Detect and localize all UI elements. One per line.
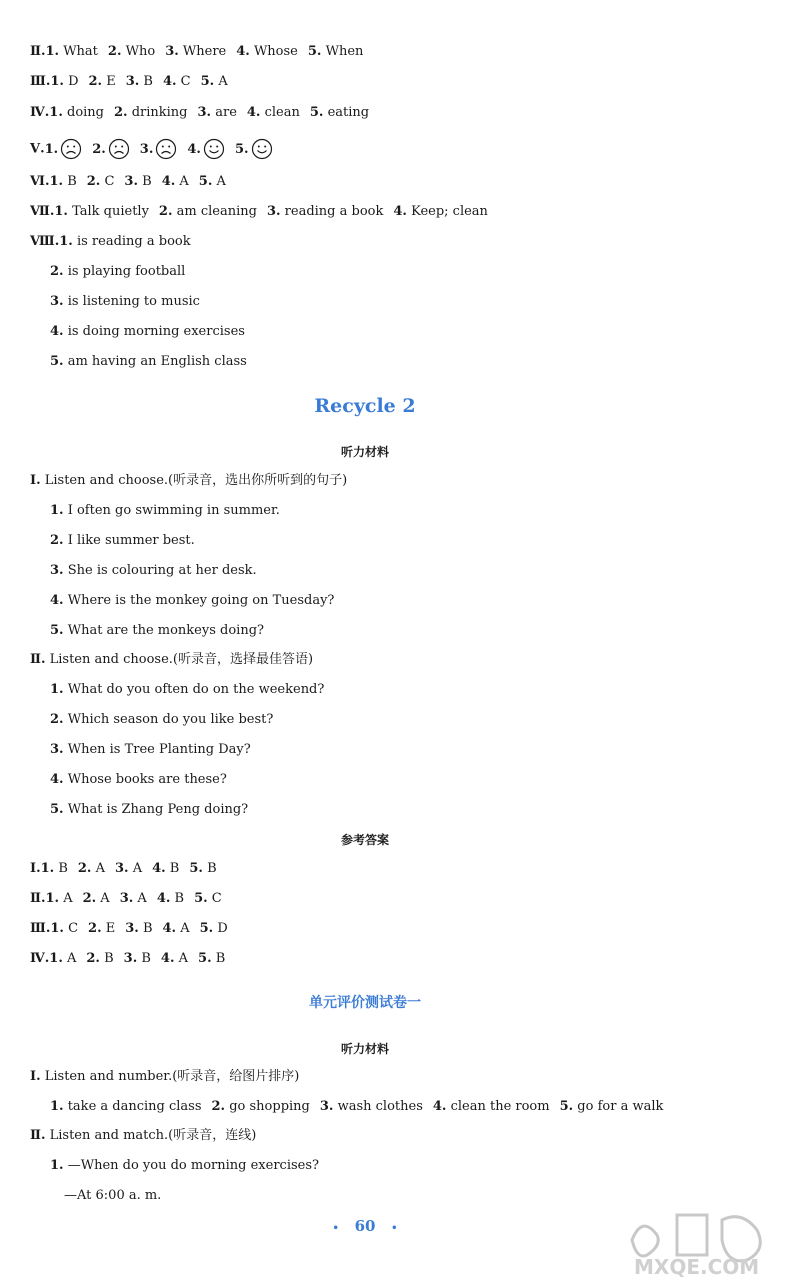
answer-item [247,105,300,120]
list-item [50,742,251,757]
roman-label: Ⅰ. [30,861,41,876]
item-number: 1. [54,204,68,219]
item-number: 3. [124,174,138,189]
watermark [622,1200,792,1280]
recycle2-I-1 [50,502,280,520]
item-number: 1. [40,861,55,876]
unit-test-title: 单元评价测试卷一 [309,995,421,1011]
answer-row-VII [30,203,498,221]
item-number: 3. [319,1099,334,1114]
list-item [50,354,247,369]
item-text: clean [260,105,300,120]
roman-label: Ⅲ. [30,74,51,89]
list-item [50,1099,202,1114]
answer-item [201,74,228,89]
answer-item [41,861,68,876]
item-text: I like summer best. [63,533,195,548]
item-number: 5. [50,623,64,638]
item-number: 3. [119,891,134,906]
unit-test-listening-heading: 听力材料 [340,1042,389,1056]
item-text: reading a book [280,204,384,219]
item-text: Keep; clean [406,204,488,219]
item-text: A [175,174,189,189]
list-item [433,1099,550,1114]
item-text: B [63,174,77,189]
item-number: 3. [50,563,64,578]
list-item [560,1099,664,1114]
item-text: A [96,891,110,906]
answer-item [50,921,78,936]
item-text: is playing football [63,264,186,279]
item-text: take a dancing class [63,1099,202,1114]
item-text: C [100,174,115,189]
answer-item [83,891,110,906]
roman-label: Ⅰ. [30,1069,41,1084]
list-item [50,802,248,817]
item-text: When is Tree Planting Day? [63,742,251,757]
answer-item [88,921,115,936]
item-text: What do you often do on the weekend? [63,682,325,697]
answer-row-III [30,73,238,91]
answer-item [159,204,257,219]
item-text: Talk quietly [67,204,149,219]
list-item [50,623,264,638]
item-text: What is Zhang Peng doing? [63,802,249,817]
item-number: 1. [45,44,60,59]
recycle2-I-4 [50,592,334,610]
recycle2-II-2 [50,711,273,729]
item-number: 4. [432,1099,447,1114]
answer-item [54,204,149,219]
recycle2-I-instruction [30,472,347,490]
item-text: B [165,861,180,876]
unit-test-II-q1 [50,1157,319,1175]
item-number: 2. [50,712,64,727]
answer-row-VIII-5 [50,353,247,371]
item-number: 1. [50,74,64,89]
item-text: A [174,951,189,966]
item-text: I often go swimming in summer. [63,503,280,518]
list-item [50,1158,319,1173]
item-number: 2. [77,861,92,876]
item-number: 5. [234,141,249,157]
item-number: 3. [139,141,154,157]
recycle2-answer-III [30,920,238,938]
answer-item [115,861,142,876]
item-text: D [63,74,79,89]
list-item [50,563,257,578]
item-text: B [54,861,68,876]
item-number: 3. [125,74,140,89]
item-text: is reading a book [72,234,191,249]
list-item [50,533,195,548]
answer-item [198,951,225,966]
answer-item [120,891,147,906]
recycle2-II-instruction [30,651,313,669]
roman-label: Ⅲ. [30,921,51,936]
answer-item [125,921,152,936]
recycle2-II-5 [50,801,248,819]
item-number: 5. [50,802,64,817]
answer-item [124,174,151,189]
recycle2-I-5 [50,622,264,640]
answer-row-VIII-3 [50,293,200,311]
recycle2-I-2 [50,532,195,550]
item-number: 5. [200,74,215,89]
item-text: B [138,921,153,936]
item-number: 2. [114,105,128,120]
item-number: 1. [50,682,64,697]
item-number: 5. [199,921,214,936]
item-number: 1. [59,234,73,249]
item-text: wash clothes [333,1099,423,1114]
item-text: Where is the monkey going on Tuesday? [63,593,335,608]
item-number: 5. [189,861,203,876]
answer-row-VIII-2 [50,263,185,281]
listening-heading: 听力材料 [340,445,389,459]
item-number: 3. [50,294,64,309]
item-text: B [170,891,185,906]
item-number: 4. [393,204,407,219]
item-number: 1. [50,1099,64,1114]
answer-item [199,174,226,189]
item-text: go for a walk [573,1099,664,1114]
answer-item [157,891,184,906]
answer-item [152,861,179,876]
item-text: B [211,951,226,966]
item-text: —When do you do morning exercises? [63,1158,319,1173]
answer-item [49,951,76,966]
list-item [59,234,190,249]
answer-item [49,105,104,120]
answer-item [50,74,78,89]
item-text: go shopping [225,1099,310,1114]
answer-item [49,174,76,189]
recycle2-II-4 [50,771,227,789]
item-text: eating [323,105,370,120]
item-text: E [102,74,116,89]
answer-item [89,74,116,89]
instruction-text: Listen and number.(听录音，给图片排序) [44,1069,300,1084]
answer-item [198,105,237,120]
list-item [50,324,245,339]
item-number: 3. [125,921,139,936]
roman-label: Ⅰ. [30,473,41,488]
roman-label: Ⅱ. [30,891,46,906]
item-text: E [101,921,116,936]
item-text: are [211,105,237,120]
item-text: doing [62,105,104,120]
recycle2-answer-II [30,890,232,908]
item-number: 2. [88,74,103,89]
item-text: When [321,44,364,59]
recycle2-I-3 [50,562,257,580]
unit-test-I-items [50,1098,673,1116]
answer-item [267,204,383,219]
answer-item [108,44,155,59]
item-text: A [133,891,147,906]
instruction-text: Listen and choose.(听录音，选择最佳答语) [49,652,314,667]
sad-face-icon [108,138,130,160]
recycle2-II-3 [50,741,251,759]
answer-row-VI [30,173,236,191]
item-number: 3. [266,204,281,219]
unit-test-II-a1: —At 6:00 a. m. [64,1188,162,1203]
item-number: 4. [50,772,64,787]
list-item [50,682,324,697]
item-number: 4. [152,861,166,876]
item-number: 2. [86,174,101,189]
item-text: A [214,74,228,89]
item-number: 4. [187,141,201,157]
item-text: C [176,74,191,89]
svg-text:MXQE.COM: MXQE.COM [634,1255,760,1279]
smiley-face-icon [203,138,225,160]
item-number: 4. [160,951,175,966]
roman-label: Ⅵ. [30,174,50,189]
item-number: 2. [50,533,64,548]
page-number: • 60 • [332,1217,398,1235]
item-text: Which season do you like best? [63,712,274,727]
list-item [50,294,200,309]
answers-heading: 参考答案 [340,833,389,847]
item-number: 5. [50,354,64,369]
answer-item [45,891,72,906]
recycle2-answer-IV [30,950,235,968]
item-number: 3. [165,44,179,59]
answer-item [236,44,298,59]
answer-item [87,174,115,189]
answer-row-VIII-4 [50,323,245,341]
item-number: 1. [44,141,59,157]
item-number: 2. [50,264,64,279]
item-text: D [213,921,228,936]
answer-item [162,174,189,189]
item-number: 4. [156,891,171,906]
item-number: 2. [88,921,102,936]
item-number: 4. [162,74,177,89]
answer-item [310,105,369,120]
smiley-face-icon [251,138,273,160]
list-item [50,772,227,787]
item-number: 4. [236,44,250,59]
item-text: B [138,174,152,189]
answer-item [86,951,113,966]
item-text: Whose books are these? [63,772,227,787]
item-text: am having an English class [63,354,247,369]
item-number: 1. [50,921,64,936]
item-number: 5. [198,174,213,189]
item-number: 2. [92,141,106,157]
item-text: She is colouring at her desk. [63,563,257,578]
answer-item [126,74,153,89]
item-text: A [62,951,77,966]
answer-item [114,105,188,120]
item-text: C [63,921,79,936]
answer-row-II [30,43,373,61]
list-item [50,593,334,608]
recycle2-II-1 [50,681,324,699]
item-text: B [139,74,153,89]
item-number: 4. [50,593,64,608]
item-text: am cleaning [172,204,257,219]
item-number: 5. [194,891,208,906]
answer-item [78,861,105,876]
answer-item [308,44,364,59]
answer-item [393,204,488,219]
roman-label: Ⅱ. [30,44,46,59]
roman-label: Ⅱ. [30,1128,46,1143]
item-text: B [137,951,151,966]
roman-label: Ⅱ. [30,652,46,667]
item-number: 3. [114,861,129,876]
item-number: 4. [246,105,261,120]
roman-label: Ⅴ. [30,141,45,157]
roman-label: Ⅶ. [30,204,55,219]
answer-item [165,44,226,59]
list-item [212,1099,310,1114]
item-text: clean the room [446,1099,550,1114]
item-text: A [176,921,190,936]
item-number: 1. [49,951,63,966]
instruction-text: Listen and choose.(听录音，选出你所听到的句子) [44,473,348,488]
sad-face-icon [155,138,177,160]
answer-item [163,74,191,89]
roman-label: Ⅷ. [30,234,60,249]
instruction-text: Listen and match.(听录音，连线) [49,1128,257,1143]
item-text: Where [178,44,227,59]
item-number: 1. [50,503,64,518]
item-text: B [202,861,217,876]
answer-item [189,861,216,876]
answer-row-VIII-1 [30,233,191,251]
item-text: is doing morning exercises [63,324,245,339]
unit-test-II-instruction [30,1127,256,1145]
item-number: 5. [309,105,324,120]
item-number: 3. [50,742,64,757]
answer-item [200,921,228,936]
item-number: 5. [307,44,322,59]
item-number: 1. [50,1158,64,1173]
roman-label: Ⅳ. [30,951,50,966]
item-text: Who [121,44,156,59]
item-number: 2. [107,44,122,59]
unit-test-I-instruction [30,1068,299,1086]
list-item [50,264,185,279]
item-text: Whose [249,44,298,59]
item-number: 3. [197,105,212,120]
recycle2-title: Recycle 2 [314,395,416,417]
item-number: 2. [82,891,97,906]
item-number: 5. [559,1099,574,1114]
answer-item [45,44,97,59]
watermark-logo-icon [622,1200,792,1280]
item-text: What [59,44,98,59]
list-item [50,503,280,518]
item-text: A [128,861,143,876]
item-number: 4. [162,921,177,936]
item-number: 2. [158,204,173,219]
answer-item [194,891,222,906]
roman-label: Ⅳ. [30,105,50,120]
item-text: A [91,861,105,876]
answer-row-V [30,138,283,161]
list-item [50,712,273,727]
item-number: 3. [123,951,138,966]
answer-item [161,951,188,966]
page-number-text: 60 [354,1217,376,1235]
answer-item [124,951,151,966]
item-number: 5. [198,951,212,966]
item-number: 1. [45,891,60,906]
item-text: What are the monkeys doing? [63,623,264,638]
item-number: 2. [86,951,100,966]
item-number: 1. [49,105,63,120]
item-text: C [207,891,222,906]
item-number: 4. [50,324,64,339]
item-text: is listening to music [63,294,200,309]
recycle2-answer-I [30,860,227,878]
sad-face-icon [60,138,82,160]
item-number: 4. [161,174,176,189]
list-item [320,1099,423,1114]
item-number: 1. [49,174,64,189]
answer-item [163,921,190,936]
item-text: A [212,174,226,189]
item-text: drinking [127,105,188,120]
item-number: 2. [211,1099,226,1114]
answer-row-IV [30,104,379,122]
item-text: A [59,891,73,906]
item-text: B [99,951,114,966]
